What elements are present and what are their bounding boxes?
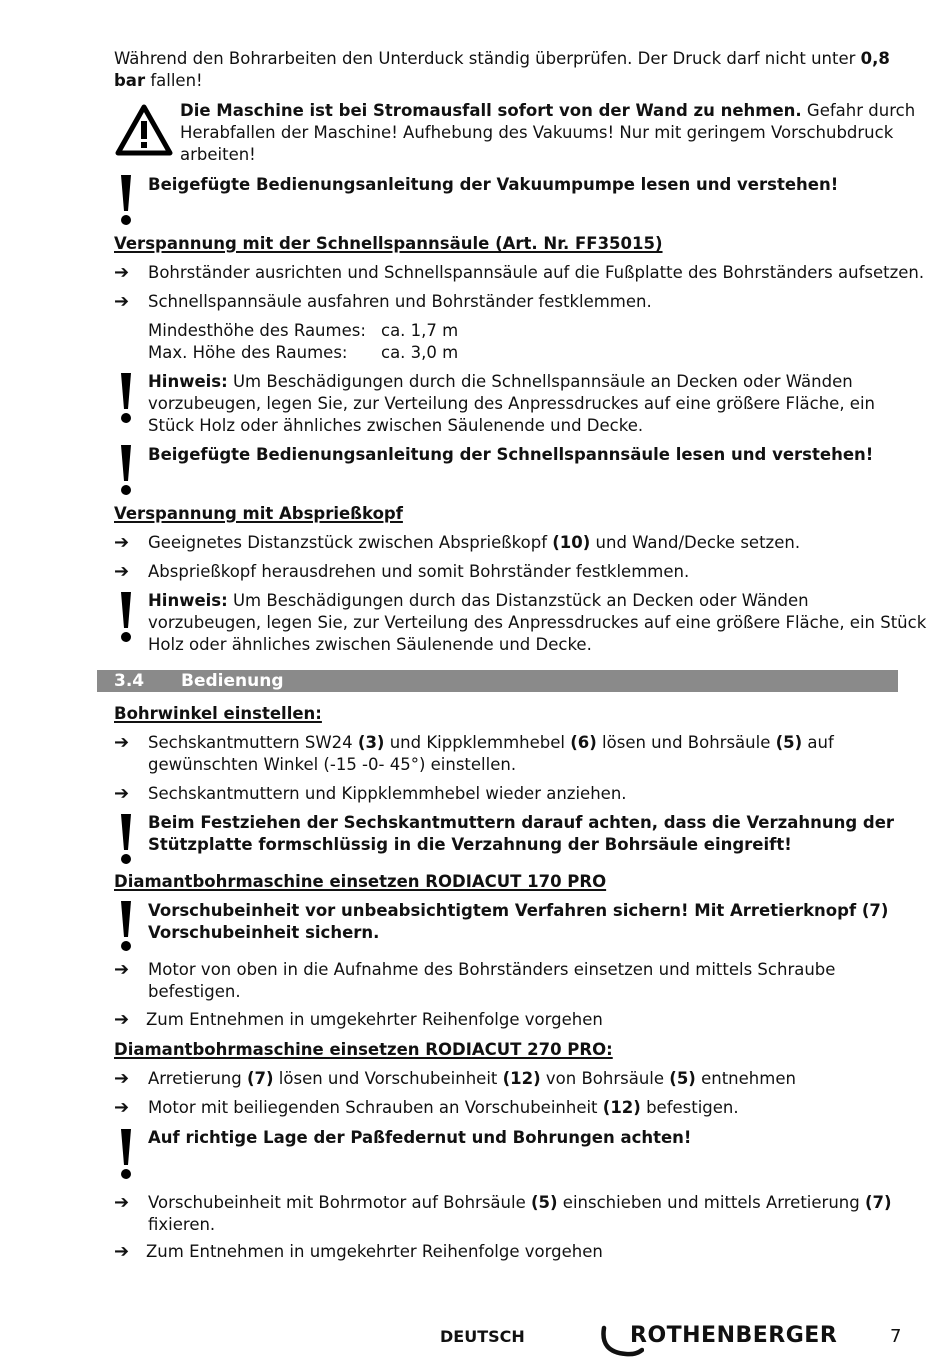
part-ref: (7) <box>864 1193 892 1212</box>
step-slide-in-line-1 <box>148 1192 892 1214</box>
step-insert-motor-line-2: befestigen. <box>148 982 241 1001</box>
hint-label: Hinweis: <box>148 372 228 391</box>
warning-line-1 <box>180 100 915 122</box>
step-text: Sechskantmuttern SW24 <box>148 733 358 752</box>
min-height-value: ca. 1,7 m <box>381 321 459 340</box>
hint-schnell-line-2: vorzubeugen, legen Sie, zur Verteilung des Anpressdruckes auf eine größere Fläche, ein <box>148 394 875 413</box>
step-attach-motor <box>148 1097 739 1119</box>
part-ref: (10) <box>552 533 591 552</box>
hint-absp-line-1 <box>148 590 809 612</box>
hint-label: Hinweis: <box>148 591 228 610</box>
step-loosen-line-1 <box>148 732 834 754</box>
pressure-unit: bar <box>114 71 146 90</box>
part-ref: (5) <box>775 733 803 752</box>
warning-line-3: arbeiten! <box>180 145 256 164</box>
heading-rodiacut-170: Diamantbohrmaschine einsetzen RODIACUT 170 PRO <box>114 872 607 891</box>
brand-logo <box>598 1322 848 1362</box>
intro-line-2 <box>114 70 203 92</box>
arrow-right-icon: ➔ <box>114 1192 130 1213</box>
step-distance-piece <box>148 532 800 554</box>
arrow-right-icon: ➔ <box>114 783 130 804</box>
arrow-right-icon: ➔ <box>114 262 130 283</box>
warning-text: Gefahr durch <box>801 101 916 120</box>
note-schnellspannsaeule: Beigefügte Bedienungsanleitung der Schnellspannsäule lesen und verstehen! <box>148 445 874 464</box>
intro-text: Während den Bohrarbeiten den Unterduck ständig überprüfen. Der Druck darf nicht unter <box>114 49 861 68</box>
brand-name: ROTHENBERGER <box>630 1323 838 1348</box>
note-vacuum-pump: Beigefügte Bedienungsanleitung der Vakuumpumpe lesen und verstehen! <box>148 175 839 194</box>
step-unscrew: Absprießkopf herausdrehen und somit Bohrständer festklemmen. <box>148 562 690 581</box>
step-tighten: Sechskantmuttern und Kippklemmhebel wieder anziehen. <box>148 784 627 803</box>
arrow-right-icon: ➔ <box>114 732 130 753</box>
intro-line-1 <box>114 48 890 70</box>
min-height-label: Mindesthöhe des Raumes: <box>148 321 366 340</box>
step-text: entnehmen <box>695 1069 796 1088</box>
step-slide-in-line-2: fixieren. <box>148 1215 216 1234</box>
arrow-right-icon: ➔ <box>114 561 130 582</box>
hint-schnell-line-3: Stück Holz oder ähnliches zwischen Säulenende und Decke. <box>148 416 644 435</box>
step-text: lösen und Bohrsäule <box>596 733 776 752</box>
arrow-right-icon: ➔ <box>114 1097 130 1118</box>
arrow-right-icon: ➔ <box>114 291 130 312</box>
note-teeth-line-2: Stützplatte formschlüssig in die Verzahnung der Bohrsäule eingreift! <box>148 835 792 854</box>
intro-text-end: fallen! <box>145 71 203 90</box>
arrow-right-icon: ➔ <box>114 532 130 553</box>
step-insert-motor-line-1: Motor von oben in die Aufnahme des Bohrständers einsetzen und mittels Schraube <box>148 960 836 979</box>
arrow-right-icon: ➔ <box>114 1009 130 1030</box>
part-ref: (3) <box>357 733 385 752</box>
hint-text: Um Beschädigungen durch das Distanzstück an Decken oder Wänden <box>227 591 809 610</box>
note-keyway: Auf richtige Lage der Paßfedernut und Bohrungen achten! <box>148 1128 692 1147</box>
step-text: auf <box>802 733 834 752</box>
footer-language: DEUTSCH <box>440 1327 525 1346</box>
step-remove-reverse: Zum Entnehmen in umgekehrter Reihenfolge vorgehen <box>146 1010 603 1029</box>
hint-schnell-line-1 <box>148 371 853 393</box>
note-feed-line-2: Vorschubeinheit sichern. <box>148 923 380 942</box>
part-ref: (5) <box>530 1193 558 1212</box>
step-text: Geeignetes Distanzstück zwischen Absprießkopf <box>148 533 553 552</box>
hint-absp-line-2: vorzubeugen, legen Sie, zur Verteilung des Anpressdruckes auf eine größere Fläche, ein Stück <box>148 613 927 632</box>
section-number: 3.4 <box>114 671 145 691</box>
hint-text: Um Beschädigungen durch die Schnellspannsäule an Decken oder Wänden <box>227 372 853 391</box>
part-ref: (6) <box>570 733 597 752</box>
step-text: und Wand/Decke setzen. <box>590 533 801 552</box>
arrow-right-icon: ➔ <box>114 959 130 980</box>
step-text: einschieben und mittels Arretierung <box>557 1193 865 1212</box>
max-height-label: Max. Höhe des Raumes: <box>148 343 348 362</box>
max-height-value: ca. 3,0 m <box>381 343 459 362</box>
note-feed-line-1: Vorschubeinheit vor unbeabsichtigtem Verfahren sichern! Mit Arretierknopf (7) <box>148 901 889 920</box>
part-ref: (5) <box>669 1069 696 1088</box>
heading-rodiacut-270: Diamantbohrmaschine einsetzen RODIACUT 270 PRO: <box>114 1040 613 1059</box>
warning-triangle-icon <box>115 103 173 157</box>
step-loosen-line-2: gewünschten Winkel (-15 -0- 45°) einstellen. <box>148 755 517 774</box>
part-ref: (12) <box>502 1069 541 1088</box>
step-text: von Bohrsäule <box>540 1069 670 1088</box>
arrow-right-icon: ➔ <box>114 1068 130 1089</box>
warning-line-2: Herabfallen der Maschine! Aufhebung des Vakuums! Nur mit geringem Vorschubdruck <box>180 123 894 142</box>
step-remove-reverse: Zum Entnehmen in umgekehrter Reihenfolge vorgehen <box>146 1242 603 1261</box>
step-extend: Schnellspannsäule ausfahren und Bohrständer festklemmen. <box>148 292 652 311</box>
step-text: Motor mit beiliegenden Schrauben an Vorschubeinheit <box>148 1098 603 1117</box>
step-text: Vorschubeinheit mit Bohrmotor auf Bohrsäule <box>148 1193 531 1212</box>
hint-absp-line-3: Holz oder ähnliches zwischen Säulenende und Decke. <box>148 635 592 654</box>
step-release-lock <box>148 1068 796 1090</box>
heading-abspriesskopf: Verspannung mit Absprießkopf <box>114 504 403 523</box>
step-text: lösen und Vorschubeinheit <box>273 1069 503 1088</box>
step-text: befestigen. <box>640 1098 739 1117</box>
step-align: Bohrständer ausrichten und Schnellspannsäule auf die Fußplatte des Bohrständers aufsetzen. <box>148 263 925 282</box>
part-ref: (7) <box>246 1069 274 1088</box>
page-number: 7 <box>890 1326 902 1347</box>
section-header <box>97 670 898 692</box>
part-ref: (12) <box>602 1098 641 1117</box>
heading-schnellspannsaeule: Verspannung mit der Schnellspannsäule (Art. Nr. FF35015) <box>114 234 663 253</box>
pressure-value: 0,8 <box>860 49 890 68</box>
warning-bold: Die Maschine ist bei Stromausfall sofort von der Wand zu nehmen. <box>180 101 802 120</box>
section-title: Bedienung <box>181 671 284 691</box>
step-text: Arretierung <box>148 1069 247 1088</box>
note-teeth-line-1: Beim Festziehen der Sechskantmuttern darauf achten, dass die Verzahnung der <box>148 813 895 832</box>
step-text: und Kippklemmhebel <box>384 733 571 752</box>
heading-bohrwinkel: Bohrwinkel einstellen: <box>114 704 322 723</box>
arrow-right-icon: ➔ <box>114 1241 130 1262</box>
